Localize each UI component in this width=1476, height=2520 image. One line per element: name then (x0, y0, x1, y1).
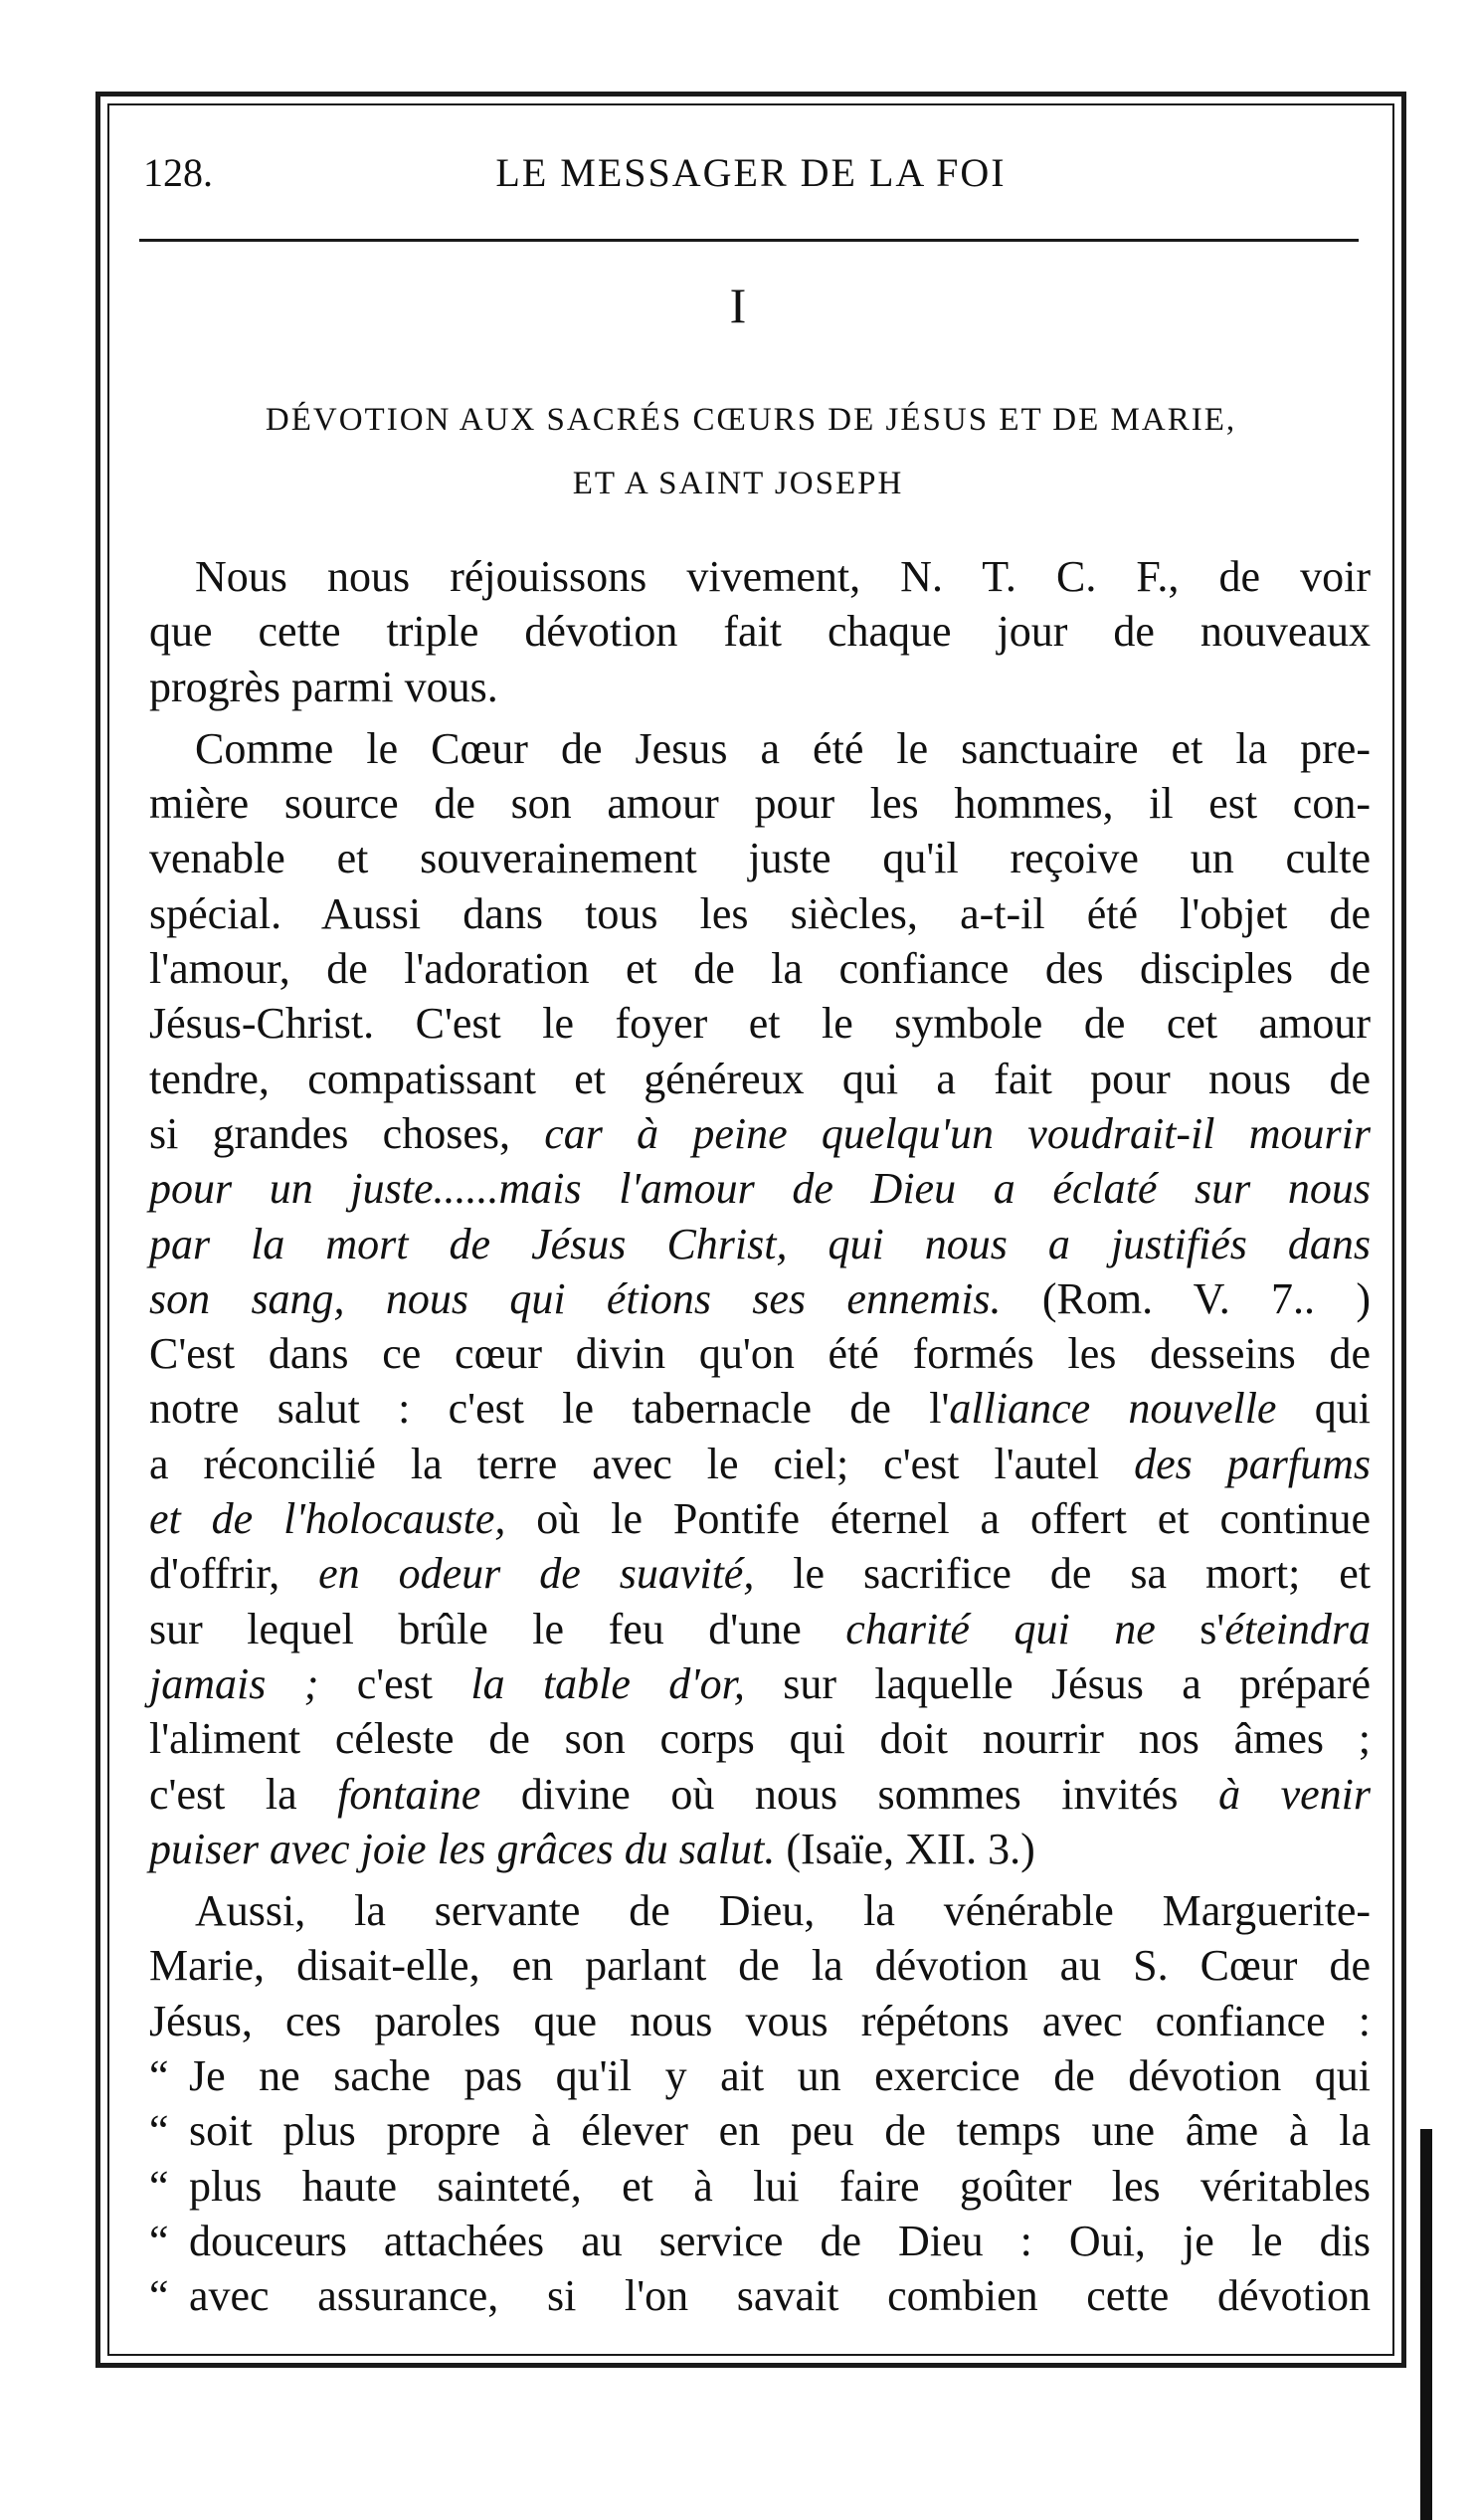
text-line: Jésus-Christ. C'est le foyer et le symbole de cet amour (149, 999, 1371, 1049)
text-line: mière source de son amour pour les hommes, il est con- (149, 779, 1371, 829)
text-roman: divine où nous sommes invités (480, 1769, 1219, 1819)
quote-mark: “ (149, 2106, 169, 2156)
text-line (149, 1767, 1371, 1822)
text-line: Marie, disait-elle, en parlant de la dévotion au S. Cœur de (149, 1941, 1371, 1991)
text-roman: notre salut : c'est le tabernacle de l' (149, 1384, 950, 1434)
text-line (149, 1161, 1371, 1216)
text-line: que cette triple dévotion fait chaque jour de nouveaux (149, 607, 1371, 657)
quote-mark: “ (149, 2161, 169, 2211)
body-text (149, 549, 1371, 2324)
text-italic: en odeur de suavité, (318, 1549, 755, 1599)
text-roman: c'est (318, 1658, 471, 1708)
text-line (149, 1437, 1371, 1491)
text-line: tendre, compatissant et généreux qui a fait pour nous de (149, 1054, 1371, 1103)
text-roman: c'est la (149, 1769, 338, 1819)
text-line: C'est dans ce cœur divin qu'on été formés les desseins de (149, 1329, 1371, 1379)
text-line (149, 1656, 1371, 1711)
quote-mark: “ (149, 2051, 169, 2101)
text-line (149, 1106, 1371, 1161)
page-number: 128. (143, 150, 213, 195)
text-line: progrès parmi vous. (149, 662, 498, 711)
quote-mark: “ (149, 2216, 169, 2265)
text-line: venable et souverainement juste qu'il reçoive un culte (149, 834, 1371, 883)
text-italic: puiser avec joie les grâces du salut. (149, 1824, 776, 1873)
text-roman: qui (1276, 1384, 1371, 1434)
quoted-line (149, 2159, 1371, 2214)
text-roman: sur lequel brûle le feu d'une (149, 1604, 846, 1653)
text-italic: par la mort de Jésus Christ, qui nous a justifiés dans (149, 1219, 1371, 1268)
text-italic: éteindra (1224, 1604, 1371, 1653)
text-line: Comme le Cœur de Jesus a été le sanctuaire et la pre- (195, 723, 1371, 773)
text-italic: jamais ; (149, 1658, 319, 1708)
running-header (139, 149, 1363, 199)
text-line (149, 1822, 1371, 1876)
text-roman: d'offrir, (149, 1549, 319, 1599)
text-line: spécial. Aussi dans tous les siècles, a-t-il été l'objet de (149, 888, 1371, 938)
text-italic: la table d'or, (470, 1658, 745, 1708)
quoted-line (149, 2103, 1371, 2158)
text-italic: à venir (1218, 1769, 1371, 1819)
text-roman: sur laquelle Jésus a préparé (744, 1658, 1371, 1708)
text-italic: car à peine quelqu'un voudrait-il mourir (544, 1108, 1371, 1158)
text-roman: a réconcilié la terre avec le ciel; c'est l'autel (149, 1439, 1135, 1488)
text-italic: et de l'holocauste, (149, 1494, 506, 1544)
quoted-line (149, 2214, 1371, 2268)
text-roman: le sacrifice de sa mort; et (754, 1549, 1371, 1599)
header-rule (139, 239, 1359, 242)
section-title-line-2: ET A SAINT JOSEPH (572, 466, 904, 501)
paragraph-gap (149, 1876, 1371, 1883)
quoted-text: douceurs attachées au service de Dieu : Oui, je le dis (189, 2216, 1371, 2265)
quoted-text: Je ne sache pas qu'il y ait un exercice de dévotion qui (189, 2051, 1371, 2101)
text-italic: alliance nouvelle (949, 1384, 1277, 1434)
text-line (149, 1602, 1371, 1656)
text-line: Aussi, la servante de Dieu, la vénérable Marguerite- (195, 1886, 1371, 1936)
text-roman: s' (1155, 1604, 1225, 1653)
text-italic: son sang, nous qui étions ses ennemis. (149, 1273, 1002, 1323)
text-roman: où le Pontife éternel a offert et continue (505, 1494, 1371, 1544)
text-line (149, 1546, 1371, 1601)
text-line (149, 1491, 1371, 1546)
quoted-text: plus haute sainteté, et à lui faire goûter les véritables (189, 2161, 1371, 2211)
binding-edge-shadow (1420, 2129, 1432, 2520)
citation: (Rom. V. 7.. ) (1001, 1273, 1371, 1323)
text-line (149, 1381, 1371, 1436)
text-roman: si grandes choses, (149, 1108, 545, 1158)
text-italic: fontaine (337, 1769, 481, 1819)
section-numeral: I (729, 278, 747, 333)
text-line: l'aliment céleste de son corps qui doit nourrir nos âmes ; (149, 1714, 1371, 1764)
quoted-text: soit plus propre à élever en peu de temps une âme à la (189, 2106, 1371, 2156)
paragraph-gap (149, 714, 1371, 721)
citation: (Isaïe, XII. 3.) (775, 1824, 1035, 1873)
text-line: l'amour, de l'adoration et de la confiance des disciples de (149, 944, 1371, 994)
text-line (149, 1271, 1371, 1326)
text-italic: charité qui ne (845, 1604, 1156, 1653)
section-title-line-1: DÉVOTION AUX SACRÉS CŒURS DE JÉSUS ET DE MARIE, (265, 402, 1237, 438)
running-title: LE MESSAGER DE LA FOI (495, 150, 1007, 195)
text-line (149, 1217, 1371, 1271)
text-italic: pour un juste......mais l'amour de Dieu a éclaté sur nous (149, 1164, 1371, 1214)
quote-mark: “ (149, 2271, 169, 2321)
quoted-text: avec assurance, si l'on savait combien cette dévotion (189, 2271, 1371, 2321)
quoted-line (149, 2268, 1371, 2323)
text-line: Nous nous réjouissons vivement, N. T. C. F., de voir (195, 552, 1371, 601)
text-line: Jésus, ces paroles que nous vous répétons avec confiance : (149, 1996, 1371, 2045)
text-italic: des parfums (1134, 1439, 1371, 1488)
quoted-line (149, 2048, 1371, 2103)
